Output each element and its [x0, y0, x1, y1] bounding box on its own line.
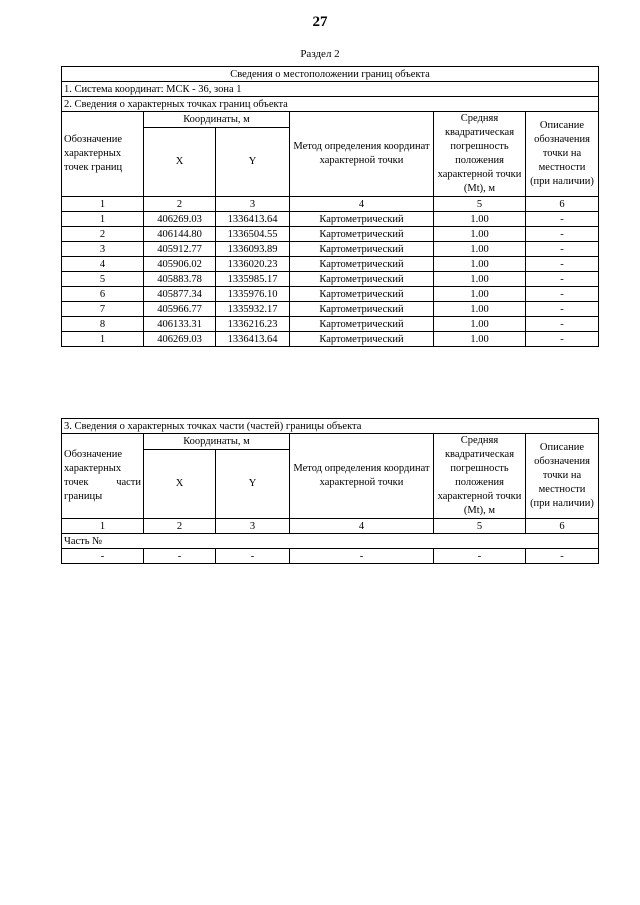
- point-y: 1336093.89: [216, 242, 290, 257]
- parts-section-title: 3. Сведения о характерных точках части (частей) границы объекта: [62, 419, 599, 434]
- col-number: 4: [290, 197, 434, 212]
- point-method: Картометрический: [290, 287, 434, 302]
- point-y: 1336413.64: [216, 332, 290, 347]
- point-error: 1.00: [434, 332, 526, 347]
- point-x: 406269.03: [144, 212, 216, 227]
- points-section-title: 2. Сведения о характерных точках границ объекта: [62, 97, 599, 112]
- point-error: 1.00: [434, 227, 526, 242]
- part-cell: -: [526, 549, 599, 564]
- header-y: Y: [216, 449, 290, 518]
- point-y: 1335985.17: [216, 272, 290, 287]
- point-description: -: [526, 212, 599, 227]
- point-description: -: [526, 272, 599, 287]
- table-row: [62, 227, 599, 242]
- table-row: [62, 317, 599, 332]
- col-number: 1: [62, 197, 144, 212]
- col-number: 1: [62, 519, 144, 534]
- point-error: 1.00: [434, 272, 526, 287]
- point-x: 406144.80: [144, 227, 216, 242]
- point-description: -: [526, 227, 599, 242]
- point-description: -: [526, 287, 599, 302]
- table-title: Сведения о местоположении границ объекта: [62, 67, 599, 82]
- point-description: -: [526, 242, 599, 257]
- point-error: 1.00: [434, 287, 526, 302]
- table-row: [62, 257, 599, 272]
- part-cell: -: [290, 549, 434, 564]
- header-coordinates: Координаты, м: [144, 112, 290, 128]
- point-x: 405912.77: [144, 242, 216, 257]
- header-description: Описание обозначения точки на местности (при наличии): [526, 434, 599, 519]
- point-x: 406269.03: [144, 332, 216, 347]
- table-row: [62, 212, 599, 227]
- point-y: 1336020.23: [216, 257, 290, 272]
- part-cell: -: [144, 549, 216, 564]
- point-method: Картометрический: [290, 302, 434, 317]
- col-number: 6: [526, 519, 599, 534]
- point-number: 2: [62, 227, 144, 242]
- point-y: 1335932.17: [216, 302, 290, 317]
- point-number: 4: [62, 257, 144, 272]
- col-number: 6: [526, 197, 599, 212]
- table-row: [62, 242, 599, 257]
- point-y: 1336216.23: [216, 317, 290, 332]
- point-number: 1: [62, 212, 144, 227]
- col-number: 2: [144, 519, 216, 534]
- point-number: 3: [62, 242, 144, 257]
- part-points-table: [61, 418, 599, 564]
- header-error: Средняя квадратическая погрешность положения характерной точки (Mt), м: [434, 112, 526, 197]
- point-number: 7: [62, 302, 144, 317]
- header-part-designation: Обозначение характерных точек части границы: [62, 434, 144, 519]
- point-description: -: [526, 332, 599, 347]
- coord-system: 1. Система координат: МСК - 36, зона 1: [62, 82, 599, 97]
- point-method: Картометрический: [290, 332, 434, 347]
- point-x: 406133.31: [144, 317, 216, 332]
- part-cell: -: [216, 549, 290, 564]
- point-error: 1.00: [434, 257, 526, 272]
- header-designation: Обозначение характерных точек границ: [62, 112, 144, 197]
- point-method: Картометрический: [290, 317, 434, 332]
- table-row: [62, 302, 599, 317]
- point-x: 405906.02: [144, 257, 216, 272]
- header-coordinates: Координаты, м: [144, 434, 290, 450]
- point-y: 1335976.10: [216, 287, 290, 302]
- point-method: Картометрический: [290, 257, 434, 272]
- part-cell: -: [62, 549, 144, 564]
- point-description: -: [526, 317, 599, 332]
- point-number: 8: [62, 317, 144, 332]
- point-x: 405966.77: [144, 302, 216, 317]
- table-row: [62, 332, 599, 347]
- point-number: 1: [62, 332, 144, 347]
- point-error: 1.00: [434, 317, 526, 332]
- point-method: Картометрический: [290, 272, 434, 287]
- point-x: 405877.34: [144, 287, 216, 302]
- header-x: X: [144, 449, 216, 518]
- part-label: Часть №: [62, 534, 599, 549]
- point-description: -: [526, 257, 599, 272]
- col-number: 4: [290, 519, 434, 534]
- part-cell: -: [434, 549, 526, 564]
- col-number: 5: [434, 519, 526, 534]
- col-number: 3: [216, 197, 290, 212]
- col-number: 3: [216, 519, 290, 534]
- point-y: 1336413.64: [216, 212, 290, 227]
- point-method: Картометрический: [290, 227, 434, 242]
- header-method: Метод определения координат характерной точки: [290, 434, 434, 519]
- point-error: 1.00: [434, 242, 526, 257]
- header-method: Метод определения координат характерной точки: [290, 112, 434, 197]
- point-error: 1.00: [434, 212, 526, 227]
- table-row: [62, 287, 599, 302]
- boundary-points-table: [61, 66, 599, 347]
- table-row: [62, 272, 599, 287]
- point-number: 5: [62, 272, 144, 287]
- header-description: Описание обозначения точки на местности (при наличии): [526, 112, 599, 197]
- point-error: 1.00: [434, 302, 526, 317]
- column-numbers-row: [62, 197, 599, 212]
- header-error: Средняя квадратическая погрешность положения характерной точки (Mt), м: [434, 434, 526, 519]
- page-number: 27: [312, 14, 328, 30]
- point-method: Картометрический: [290, 212, 434, 227]
- point-description: -: [526, 302, 599, 317]
- points-body: [62, 212, 599, 347]
- point-x: 405883.78: [144, 272, 216, 287]
- point-method: Картометрический: [290, 242, 434, 257]
- column-numbers-row: [62, 519, 599, 534]
- header-y: Y: [216, 127, 290, 196]
- section-title: Раздел 2: [300, 48, 340, 60]
- col-number: 2: [144, 197, 216, 212]
- point-y: 1336504.55: [216, 227, 290, 242]
- point-number: 6: [62, 287, 144, 302]
- part-row: [62, 549, 599, 564]
- header-x: X: [144, 127, 216, 196]
- col-number: 5: [434, 197, 526, 212]
